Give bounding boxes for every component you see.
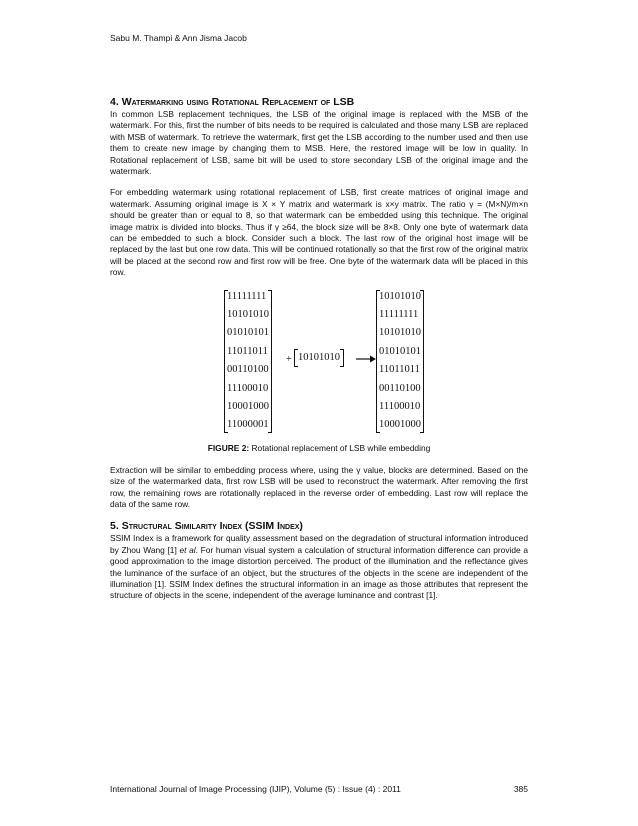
section-5-title: Structural Similarity Index ( bbox=[121, 520, 249, 533]
embedded-block-matrix bbox=[376, 288, 424, 435]
right-arrow-icon bbox=[355, 354, 377, 364]
watermark-byte-vector bbox=[294, 349, 344, 367]
section-5-heading bbox=[110, 520, 528, 533]
matrix-row: 11100010 bbox=[227, 382, 269, 394]
caption-text: Rotational replacement of LSB while embedding bbox=[249, 442, 431, 453]
matrix-row: 01010101 bbox=[227, 327, 269, 339]
section-4-title-tail: LSB bbox=[333, 96, 355, 108]
matrix-row: 11100010 bbox=[379, 401, 421, 413]
running-header: Sabu M. Thampi & Ann Jisma Jacob bbox=[110, 33, 247, 43]
page-content bbox=[110, 96, 528, 602]
section-5-paragraph bbox=[110, 533, 528, 601]
section-5-title-tail: SSIM I bbox=[248, 520, 280, 533]
section-5-number: 5. bbox=[110, 520, 122, 533]
original-block-matrix bbox=[224, 288, 272, 435]
section-5-title-end: ndex) bbox=[279, 520, 303, 533]
section-4-paragraph-1: In common LSB replacement techniques, the LSB of the original image is replaced with the MSB of the watermark. For this, first the number of bits needs to be required is calculated and those many LSB are replaced with MSB of watermark. To retrieve the watermark, first get the LSB according to the number used and then use them to create new image by changing them to MSB. Here, the restored image will be low in quality. In Rotational replacement of LSB, same bit will be used to store secondary LSB of the original image and the watermark. bbox=[110, 109, 528, 177]
journal-citation: International Journal of Image Processing (IJIP), Volume (5) : Issue (4) : 2011 bbox=[110, 784, 401, 794]
matrix-row: 01010101 bbox=[379, 345, 421, 357]
matrix-row: 10001000 bbox=[227, 401, 269, 413]
matrix-row: 00110100 bbox=[379, 382, 421, 394]
section-5-text-b: . For human visual system a calculation of structural information difference can provide a good approximation to the image distortion perceived. The product of the illumination and the reflectance gives the luminance of the surface of an object, but the structures of the objects in the scene are independent of the illumination [1]. SSIM Index defines the structural information in an image as those attributes that represent the structure of objects in the scene, independent of the average luminance and contrast [1]. bbox=[110, 544, 528, 601]
matrix-row: 00110100 bbox=[227, 364, 269, 376]
section-4-paragraph-2: For embedding watermark using rotational replacement of LSB, first create matrices of original image and watermark. Assuming original image is X × Y matrix and watermark is x×y matrix. The ratio γ = (M×N)/m×n should be greater than or equal to 8, so that watermark can be embedded using this technique. The original image matrix is divided into blocks. Thus if γ ≥64, the block size will be 8×8. Only one byte of watermark data can be embedded to such a block. Consider such a block. The last row of the original host image will be replaced by the last but one row data. This will be continued rotationally so that the first row of the original matrix will be placed at the second row and first row will be free. One byte of the watermark data will be placed in this row. bbox=[110, 187, 528, 278]
watermark-byte: 10101010 bbox=[298, 351, 340, 363]
section-5-et-al: et al bbox=[179, 544, 196, 555]
figure-2-caption bbox=[110, 443, 528, 453]
section-4-number: 4. bbox=[110, 96, 122, 108]
matrix-row: 11011011 bbox=[227, 345, 268, 357]
matrix-row: 10101010 bbox=[227, 309, 269, 321]
caption-label: FIGURE 2: bbox=[207, 442, 250, 453]
section-4-heading bbox=[110, 96, 528, 109]
matrix-row: 10001000 bbox=[379, 419, 421, 431]
figure-2 bbox=[110, 288, 528, 436]
section-5-text-a: SSIM Index is a framework for quality assessment based on the degradation of structural information introduced by Zhou Wang [1] bbox=[110, 533, 528, 555]
matrix-row: 10101010 bbox=[379, 327, 421, 339]
page-footer bbox=[110, 784, 528, 794]
section-4-paragraph-3: Extraction will be similar to embedding process where, using the γ value, blocks are determined. Based on the size of the watermarked data, first row LSB will be used to reconstruct the watermark. After removing the first row, the remaining rows are rotationally replaced in the reverse order of embedding. Last row will replace the data of the same row. bbox=[110, 464, 528, 509]
page-number: 385 bbox=[513, 784, 528, 794]
plus-sign: + bbox=[286, 353, 292, 365]
matrix-row: 11000001 bbox=[227, 419, 269, 431]
section-4-title: Watermarking using Rotational Replacement of bbox=[121, 96, 334, 108]
matrix-row: 10101010 bbox=[379, 290, 421, 302]
matrix-row: 11111111 bbox=[227, 290, 267, 302]
matrix-row: 11111111 bbox=[379, 309, 419, 321]
matrix-row: 11011011 bbox=[379, 364, 420, 376]
